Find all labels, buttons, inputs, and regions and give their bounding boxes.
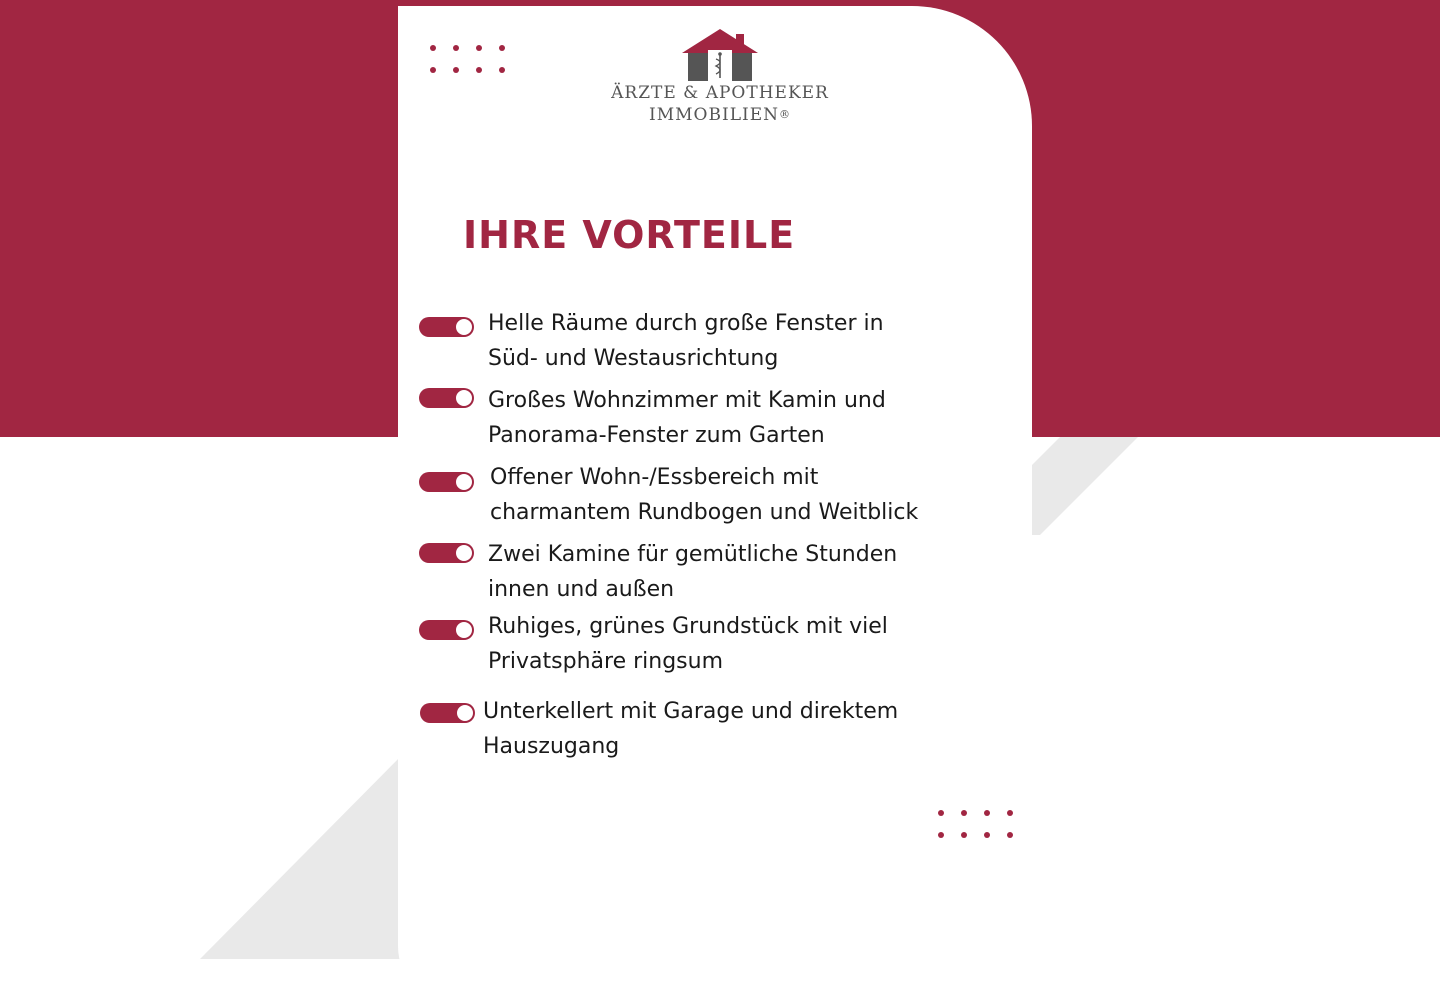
benefit-text <box>483 694 898 764</box>
benefit-line2: Hauszugang <box>483 734 620 759</box>
logo-text-line2 <box>600 104 840 126</box>
logo-text-line1: ÄRZTE & APOTHEKER <box>611 83 829 103</box>
benefit-text <box>488 537 897 607</box>
benefit-line2: innen und außen <box>488 577 675 602</box>
page-title: IHRE VORTEILE <box>463 213 796 257</box>
registered-mark: ® <box>778 108 791 121</box>
benefit-line1: Offener Wohn-/Essbereich mit <box>490 465 819 490</box>
benefit-text <box>488 609 888 679</box>
benefit-line2: charmantem Rundbogen und Weitblick <box>490 500 919 525</box>
toggle-on-icon <box>419 388 474 408</box>
benefit-line2: Privatsphäre ringsum <box>488 649 724 674</box>
benefit-line1: Unterkellert mit Garage und direktem <box>483 699 899 724</box>
benefit-line1: Ruhiges, grünes Grundstück mit viel <box>488 614 888 639</box>
company-logo <box>600 28 840 126</box>
logo-text-immobilien: IMMOBILIEN <box>649 105 779 125</box>
toggle-on-icon <box>419 472 474 492</box>
benefit-text <box>488 383 886 453</box>
benefit-line2: Süd- und Westausrichtung <box>488 346 779 371</box>
toggle-on-icon <box>419 317 474 337</box>
benefit-text <box>490 460 918 530</box>
benefit-text <box>488 306 884 376</box>
toggle-on-icon <box>420 703 475 723</box>
dot-grid-decoration-top <box>430 45 505 73</box>
dot-grid-decoration-bottom <box>938 810 1013 838</box>
benefit-line2: Panorama-Fenster zum Garten <box>488 423 825 448</box>
house-caduceus-icon <box>680 28 760 82</box>
benefit-line1: Großes Wohnzimmer mit Kamin und <box>488 388 886 413</box>
toggle-on-icon <box>419 543 474 563</box>
toggle-on-icon <box>419 620 474 640</box>
benefit-line1: Zwei Kamine für gemütliche Stunden <box>488 542 898 567</box>
benefit-line1: Helle Räume durch große Fenster in <box>488 311 884 336</box>
